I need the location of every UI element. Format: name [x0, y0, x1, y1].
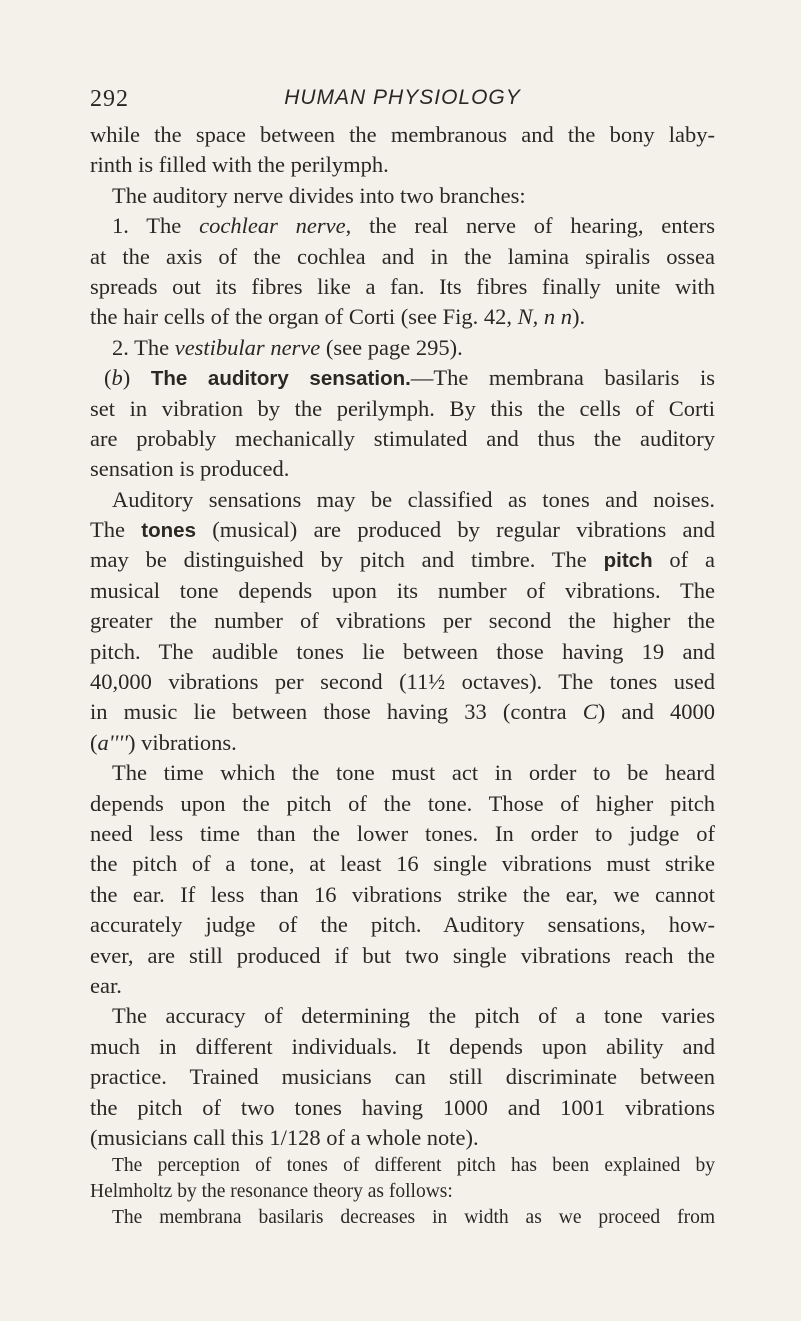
text-line: (b) The auditory sensation.—The membrana basilaris is	[104, 365, 715, 391]
text-line: The tones (musical) are produced by regular vibrations and	[90, 517, 715, 543]
body-text	[90, 120, 715, 1231]
text-line: 1. The cochlear nerve, the real nerve of hearing, enters	[112, 213, 716, 239]
text-line: sensation is produced.	[90, 456, 290, 482]
text-line: 40,000 vibrations per second (11½ octaves). The tones used	[90, 669, 715, 695]
small-text-line: Helmholtz by the resonance theory as follows:	[90, 1181, 453, 1203]
text-line: the hair cells of the organ of Corti (see Fig. 42, N, n n).	[90, 304, 586, 330]
text-line: ever, are still produced if but two single vibrations reach the	[90, 942, 715, 968]
text-line: need less time than the lower tones. In order to judge of	[90, 820, 715, 846]
text-line: Auditory sensations may be classified as tones and noises.	[112, 486, 715, 512]
text-line: 2. The vestibular nerve (see page 295).	[112, 334, 463, 360]
text-line: much in different individuals. It depends upon ability and	[90, 1033, 715, 1059]
text-line: (a'''') vibrations.	[90, 729, 237, 755]
text-line: at the axis of the cochlea and in the lamina spiralis ossea	[90, 243, 715, 269]
text-line: the pitch of two tones having 1000 and 1001 vibrations	[90, 1094, 715, 1120]
running-title: HUMAN PHYSIOLOGY	[284, 86, 521, 109]
text-line: are probably mechanically stimulated and thus the auditory	[90, 425, 715, 451]
term-pitch: pitch	[603, 549, 653, 573]
text-line: may be distinguished by pitch and timbre. The pitch of a	[90, 547, 716, 573]
text-line: musical tone depends upon its number of vibrations. The	[90, 577, 715, 603]
text-line: the pitch of a tone, at least 16 single vibrations must strike	[90, 851, 715, 877]
small-text-line: The perception of tones of different pitch has been explained by	[112, 1155, 715, 1177]
section-heading: The auditory sensation.	[150, 367, 411, 391]
term-vestibular-nerve: vestibular nerve	[174, 334, 321, 360]
text-line: spreads out its fibres like a fan. Its fibres finally unite with	[90, 273, 715, 299]
small-text-line: The membrana basilaris decreases in width as we proceed from	[112, 1207, 715, 1229]
text-line: The accuracy of determining the pitch of a tone varies	[112, 1003, 715, 1029]
text-line: the ear. If less than 16 vibrations strike the ear, we cannot	[90, 881, 715, 907]
text-line: depends upon the pitch of the tone. Those of higher pitch	[90, 790, 715, 816]
text-line: while the space between the membranous and the bony laby-	[90, 122, 715, 147]
text-line: (musicians call this 1/128 of a whole note).	[90, 1124, 479, 1150]
page-number: 292	[90, 86, 129, 112]
text-line: The time which the tone must act in order to be heard	[112, 760, 715, 786]
text-line: The auditory nerve divides into two branches:	[112, 182, 526, 208]
term-tones: tones	[141, 519, 196, 543]
text-line: set in vibration by the perilymph. By this the cells of Corti	[90, 395, 715, 421]
text-line: in music lie between those having 33 (contra C) and 4000	[90, 699, 716, 725]
text-line: ear.	[90, 972, 122, 998]
text-line: greater the number of vibrations per second the higher the	[90, 608, 715, 634]
term-cochlear-nerve: cochlear nerve	[199, 213, 346, 239]
text-line: accurately judge of the pitch. Auditory sensations, how-	[90, 912, 715, 938]
text-line: practice. Trained musicians can still discriminate between	[90, 1064, 715, 1090]
text-line: rinth is filled with the perilymph.	[90, 152, 389, 178]
page-header	[90, 86, 715, 116]
text-line: pitch. The audible tones lie between those having 19 and	[90, 638, 715, 664]
